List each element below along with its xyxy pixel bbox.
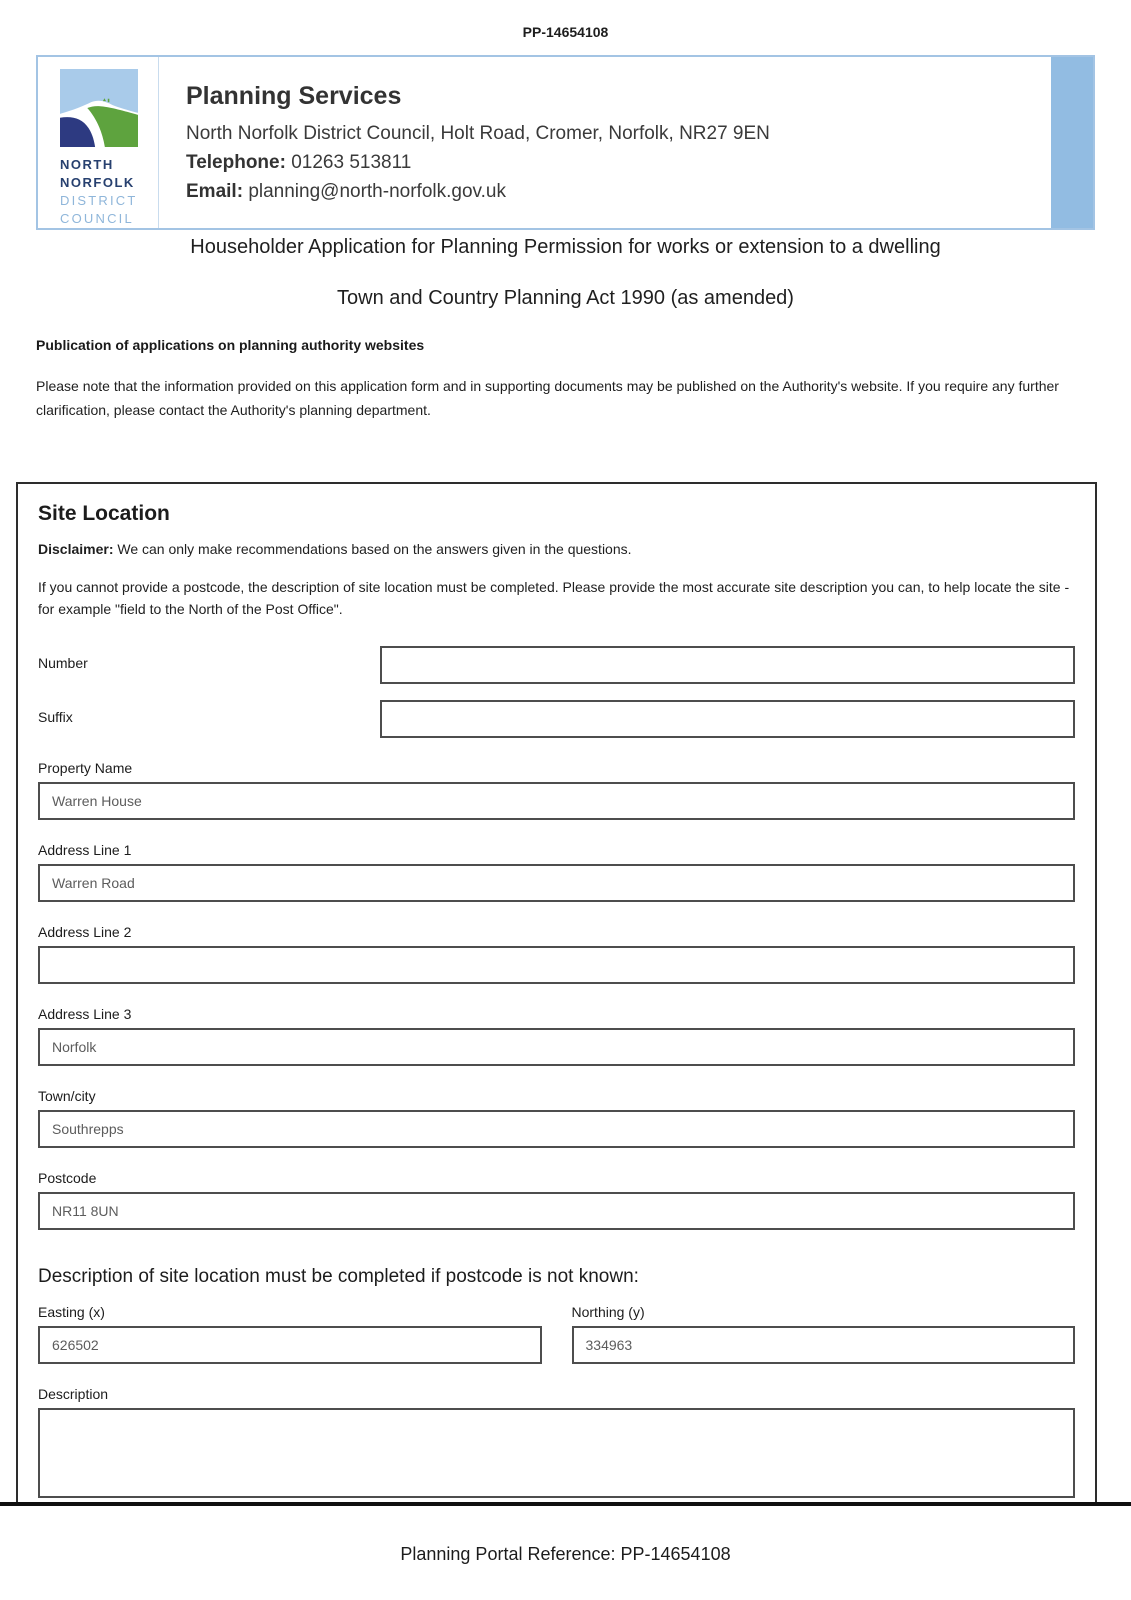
council-wordmark [60, 156, 158, 228]
property-name-input[interactable] [38, 782, 1075, 820]
site-location-heading: Site Location [38, 502, 170, 525]
wordmark-line: DISTRICT [60, 193, 138, 208]
email-label: Email: [186, 181, 244, 202]
suffix-label: Suffix [38, 709, 73, 725]
council-telephone [186, 148, 770, 177]
council-email [186, 177, 770, 206]
easting-input[interactable] [38, 1326, 542, 1364]
town-city-input[interactable] [38, 1110, 1075, 1148]
department-title: Planning Services [186, 82, 402, 110]
number-label: Number [38, 655, 88, 671]
northing-input[interactable] [572, 1326, 1076, 1364]
number-input[interactable] [380, 646, 1075, 684]
easting-label: Easting (x) [38, 1304, 105, 1320]
address-line-3-label: Address Line 3 [38, 1006, 132, 1022]
postcode-group [38, 1170, 1075, 1230]
disclaimer-label: Disclaimer: [38, 541, 114, 557]
easting-group [38, 1304, 542, 1364]
suffix-row [38, 700, 1075, 738]
disclaimer-text: Disclaimer: We can only make recommendations based on the answers given in the questions. [38, 541, 632, 557]
council-logo [38, 57, 159, 228]
address-line-1-group [38, 842, 1075, 902]
council-header [36, 55, 1095, 230]
address-line-2-group [38, 924, 1075, 984]
telephone-number: 01263 513811 [291, 152, 412, 173]
address-line-2-input[interactable] [38, 946, 1075, 984]
wordmark-line: NORTH [60, 157, 114, 172]
address-line-3-group [38, 1006, 1075, 1066]
description-input[interactable] [38, 1408, 1075, 1498]
wordmark-line: NORFOLK [60, 175, 135, 190]
site-description-heading: Description of site location must be completed if postcode is not known: [38, 1266, 639, 1287]
northing-label: Northing (y) [571, 1304, 645, 1320]
property-name-group [38, 760, 1075, 820]
site-location-section [16, 482, 1097, 1502]
planning-portal-ref-top: PP-14654108 [522, 24, 609, 40]
postcode-intro-text: If you cannot provide a postcode, the description of site location must be completed. Please provide the most accurate site description you can, to help locate the site - for example "field to the North of the Post Office". [38, 579, 1070, 617]
page-break-line [0, 1502, 1131, 1506]
address-line-2-label: Address Line 2 [38, 924, 132, 940]
description-label: Description [38, 1386, 109, 1402]
postcode-input[interactable] [38, 1192, 1075, 1230]
postcode-label: Postcode [38, 1170, 97, 1186]
email-address: planning@north-norfolk.gov.uk [248, 181, 506, 202]
town-city-label: Town/city [38, 1088, 96, 1104]
property-name-label: Property Name [38, 760, 133, 776]
form-title: Householder Application for Planning Permission for works or extension to a dwelling [190, 236, 941, 258]
telephone-label: Telephone: [186, 152, 286, 173]
planning-portal-ref-footer: Planning Portal Reference: PP-14654108 [400, 1544, 731, 1564]
suffix-input[interactable] [380, 700, 1075, 738]
address-line-1-input[interactable] [38, 864, 1075, 902]
council-contact-block [159, 57, 770, 228]
description-group [38, 1386, 1075, 1498]
number-row [38, 646, 1075, 684]
address-line-3-input[interactable] [38, 1028, 1075, 1066]
publication-body: Please note that the information provided on this application form and in supporting documents may be published on the Authority's website. If you require any further clarification, please contact the Authority's planning department. [36, 378, 1059, 418]
council-address: North Norfolk District Council, Holt Road, Cromer, Norfolk, NR27 9EN [186, 123, 770, 144]
publication-heading: Publication of applications on planning authority websites [36, 337, 425, 353]
form-subtitle: Town and Country Planning Act 1990 (as amended) [337, 287, 794, 309]
northing-group [572, 1304, 1076, 1364]
town-city-group [38, 1088, 1075, 1148]
coordinates-row [38, 1304, 1075, 1364]
header-accent-strip [1051, 57, 1093, 228]
council-logo-graphic [60, 69, 138, 147]
address-line-1-label: Address Line 1 [38, 842, 132, 858]
wordmark-line: COUNCIL [60, 211, 134, 226]
